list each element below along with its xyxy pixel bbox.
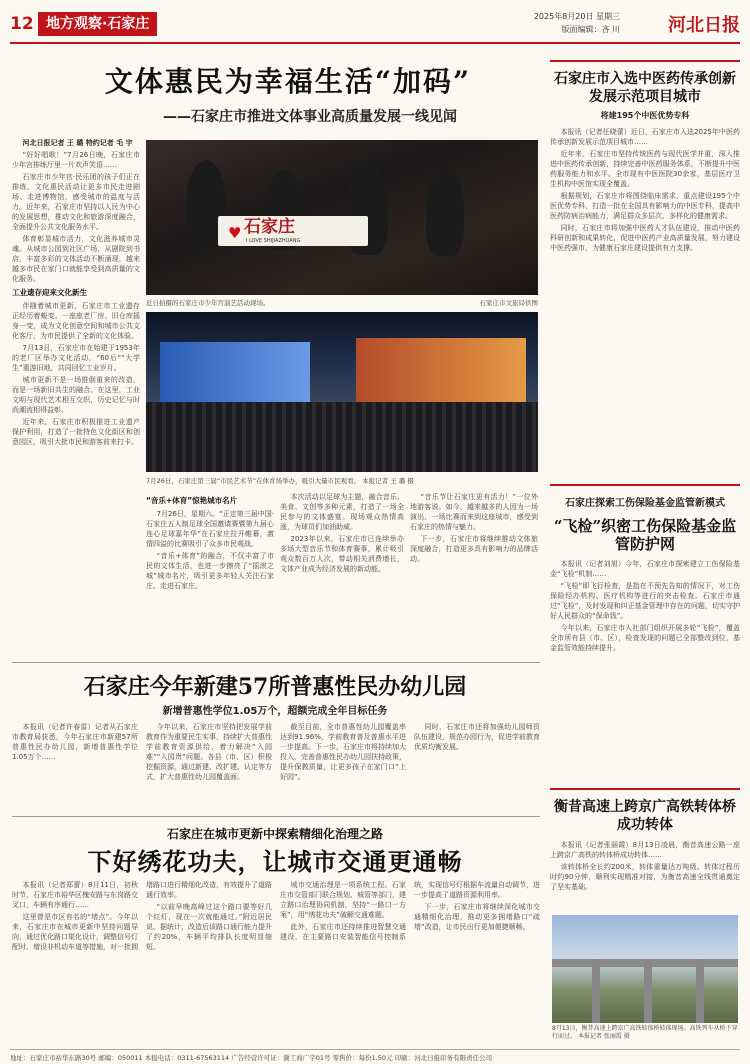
page-number: 12	[10, 14, 34, 34]
sign-text: 石家庄	[244, 217, 295, 237]
right-bottom-story	[550, 788, 740, 920]
right-bottom-caption: 8月13日，衡昔高速上跨京广高铁转体桥转体现场。高铁列车从桥下穿行而过。 本报记者 张丽霞 摄	[552, 1025, 738, 1040]
right-bottom-caption-credit: 本报记者 张丽霞 摄	[577, 1033, 630, 1040]
lead-column-3: 本次活动以足球为主题，融合音乐、美食、文创等多种元素，打造了一场全民参与的文体盛宴。现场观众热情高涨，为球员们加油助威。 2023年以来，石家庄市已连续举办多场大型音乐节和体育赛事，累计吸引观众数百万人次，带动相关消费增长，文体产业成为经济发展的新动能。	[280, 493, 404, 573]
lead-subhead-2: “音乐+体育”惊艳城市名片	[146, 496, 238, 505]
right-mid-headline: “飞检”织密工伤保险基金监管防护网	[553, 517, 737, 553]
masthead-logo: 河北日报	[668, 15, 740, 36]
lead-intro: “好好唱歌！”7月26日晚，石家庄市少年宫排练厅里一片欢声笑语……	[12, 151, 140, 169]
right-top-headline: 石家庄市入选中医药传承创新发展示范项目城市	[554, 71, 736, 105]
kindergarten-body: 本报讯（记者许春雷）记者从石家庄市教育局获悉，今年石家庄市新建57所普惠性民办幼儿园，新增普惠性学位1.05万个…… 今年以来，石家庄市坚持把发展学前教育作为重要民生实事，持续扩大普惠性学前教育资源供给，着力解决“入园难”“入园贵”问题。各县（市、区）积极挖掘资源，通过新建、改扩建、认定等方式，扩大普惠性幼儿园覆盖面。 截至目前，全市普惠性幼儿园覆盖率达到91.96%，学前教育普及普惠水平进一步提高。下一步，石家庄市将持续加大投入，完善普惠性民办幼儿园扶持政策，提升保教质量，让更多孩子在家门口“上好园”。 同时，石家庄市还将加强幼儿园师资队伍建设，规范办园行为，促进学前教育优质均衡发展。	[12, 723, 540, 781]
i-love-sign	[218, 216, 368, 246]
divider-line-2	[12, 816, 540, 817]
lead-photo-stadium	[146, 312, 538, 472]
lead-photo-caption-2: 7月26日，石家庄第三届“市民艺术节”在体育场举办，吸引大量市民观看。 本报记者 王 璐 摄	[146, 477, 414, 485]
lead-subheadline: ——石家庄市推进文体事业高质量发展一线见闻	[163, 109, 457, 125]
traffic-headline: 下好绣花功夫，让城市交通更通畅	[87, 847, 463, 876]
right-top-body: 本报讯（记者任晓蕾）近日，石家庄市入选2025年中医药传承创新发展示范项目城市…… 近年来，石家庄市坚持传统医药与现代医学并重，深入推进中医药传承创新，持续完善中医药服务体系，不断提升中医药服务能力和水平。全市现有中医医院30余家，基层医疗卫生机构中医馆实现全覆盖。 根据规划，石家庄市将围绕临床需求，重点建设195个中医优势专科，打造一批在全国具有影响力的中医专科，提高中医药防病治病能力，满足群众多层次、多样化的健康需求。 同时，石家庄市将加强中医药人才队伍建设，推动中医药科研创新和成果转化，促进中医药产业高质量发展，努力建设中医药强市，为健康石家庄建设提供有力支撑。	[550, 128, 740, 252]
right-top-story	[550, 60, 740, 507]
lead-photo-caption-1: 近日拍摄的石家庄市少年宫演艺活动现场。 石家庄市文旅局供图	[146, 299, 538, 307]
right-mid-body: 本报讯（记者刘旭）今年，石家庄市探索建立工伤保险基金“飞检”机制…… “飞检”即飞行检查，是指在不预先告知的情况下，对工伤保险经办机构、医疗机构等进行的突击检查。石家庄市通过“飞检”，及时发现和纠正基金管理中存在的问题，切实守护好人民群众的“保命钱”。 今年以来，石家庄市人社部门组织开展多轮“飞检”，覆盖全市所有县（市、区），检查发现的问题已全部整改到位，基金监管效能持续提升。	[550, 560, 740, 652]
lead-subhead-1: 工业遗存迎来文化新生	[12, 288, 87, 297]
header-date: 2025年8月20日 星期三	[533, 12, 620, 21]
traffic-body: 本报讯（记者郑蕾）8月11日，初秋时节，石家庄市裕华区槐安路与东岗路交叉口，车辆有序通行…… 这里曾是市区有名的“堵点”。今年以来，石家庄市在城市更新中坚持问题导向，通过优化路口渠化设计、调整信号灯配时、增设非机动车道等措施，对一批拥堵路口进行精细化改造，有效提升了道路通行效率。 “以前早晚高峰过这个路口要等好几个红灯，现在一次就能通过。”附近居民说。据统计，改造后该路口通行能力提升了约20%，车辆平均排队长度明显缩短。 城市交通治理是一项系统工程。石家庄市交管部门联合规划、城管等部门，建立路口治理协同机制，坚持“一路口一方案”，用“绣花功夫”破解交通难题。 此外，石家庄市还持续推进智慧交通建设，在主要路口安装智能信号控制系统，实现信号灯根据车流量自动调节，进一步提高了道路资源利用率。 下一步，石家庄市将继续深化城市交通精细化治理，推动更多拥堵路口“疏堵”改造，让市民出行更加便捷顺畅。	[12, 881, 540, 951]
lead-photo-performance	[146, 140, 538, 295]
divider-line	[12, 662, 540, 663]
lead-column-1: 河北日报记者 王 璐 特约记者 毛 宇 “好好唱歌！”7月26日晚，石家庄市少年宫排练厅里一片欢声笑语…… 石家庄市少年宫·民乐团的孩子们正在排练，文化惠民活动让更多市民走进剧场、走进博物馆，感受城市的温度与活力。近年来，石家庄市坚持以人民为中心的发展思想，推动文化和旅游深度融合，全面提升公共文化服务水平。 体育彰显城市活力，文化滋养城市灵魂。从城市公园到社区广场，从剧院到书店，丰富多彩的文体活动不断涌现，越来越多市民在家门口就能享受到高质量的文化服务。 工业遗存迎来文化新生 伴随着城市更新，石家庄市工业遗存正经历着蜕变。一座座老厂房、旧仓库摇身一变，成为文化创意空间和城市公共文化客厅，为市民提供了全新的文化体验。 7月13日，石家庄市在始建于1953年的老厂区举办文化活动，“60后”“大学生”重游旧地，共同回忆工业岁月。 城市更新不是一场推倒重来的改造，而是一场新旧共生的融合。在这里，工业文明与现代艺术相互交织，历史记忆与时尚潮流相得益彰。 近年来，石家庄市积极推进工业遗产保护利用，打造了一批特色文化街区和创意园区，吸引大批市民和游客前来打卡。	[12, 139, 140, 446]
kindergarten-subheadline: 新增普惠性学位1.05万个，超额完成全年目标任务	[162, 706, 388, 717]
page-footer: 地址：石家庄市裕华东路30号 邮编：050011 本报电话：0311-67563114 广告经营许可证：冀工商广字01号 零售价：每份1.50元 印刷：河北日报印务有限责任公司	[10, 1049, 740, 1062]
sign-subtext: I LOVE SHIJIAZHUANG	[246, 238, 301, 244]
right-bottom-body: 本报讯（记者张丽霞）8月13日凌晨，衡昔高速公路一座上跨京广高铁的转体桥成功转体…… 该转体桥全长约200米，转体重量达万吨级。转体过程历时约90分钟，顺利实现精准对接，为衡昔高速全线贯通奠定了坚实基础。	[550, 841, 740, 891]
header-meta	[534, 10, 620, 36]
right-bottom-headline: 衡昔高速上跨京广高铁转体桥成功转体	[554, 799, 736, 833]
traffic-kicker: 石家庄在城市更新中探索精细化治理之路	[166, 827, 383, 841]
section-label: 地方观察·石家庄	[38, 12, 157, 36]
lead-column-2: “音乐+体育”惊艳城市名片 7月26日，星期六。“正定第三届中国·石家庄五人制足球全国邀请赛暨第九届心连心足球嘉年华”在石家庄拉开帷幕，激情四溢的比赛吸引了众多市民观战。 “音乐+体育”的融合，不仅丰富了市民的文体生活，也进一步擦亮了“摇滚之城”城市名片，吸引更多年轻人关注石家庄、走进石家庄。	[146, 496, 274, 590]
right-bottom-photo-bridge	[552, 915, 738, 1023]
heart-icon: ♥	[228, 224, 242, 242]
lead-photo-credit-1: 石家庄市文旅局供图	[479, 299, 538, 307]
right-top-sub: 将建195个中医优势专科	[600, 111, 690, 120]
header-editor: 版面编辑：吝 川	[561, 25, 620, 34]
kindergarten-headline: 石家庄今年新建57所普惠性民办幼儿园	[83, 674, 467, 700]
lead-headline: 文体惠民为幸福生活“加码”	[104, 65, 472, 98]
masthead	[10, 10, 740, 44]
right-mid-kicker: 石家庄探索工伤保险基金监管新模式	[565, 498, 725, 509]
lead-column-4: “音乐节让石家庄更有活力！”一位外地游客说。如今，越来越多的人因为一场演出、一场比赛而来到这座城市，感受到石家庄的热情与魅力。 下一步，石家庄市将继续推动文体旅深度融合，打造更多具有影响力的品牌活动。	[410, 493, 538, 563]
lead-byline: 河北日报记者 王 璐 特约记者 毛 宇	[22, 139, 133, 147]
lead-photo-credit-2: 本报记者 王 璐 摄	[362, 477, 414, 485]
